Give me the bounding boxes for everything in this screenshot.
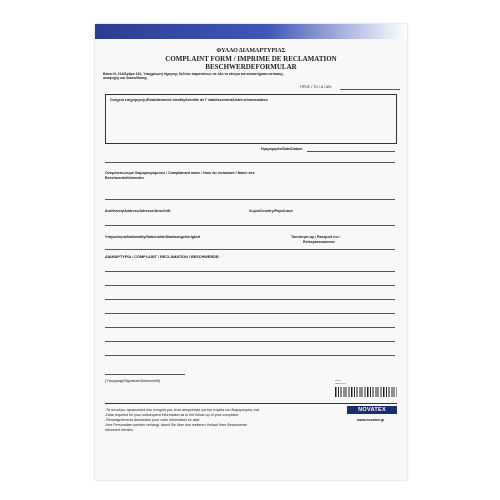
footer-note-5: informiert werden.	[105, 428, 134, 432]
addressee-label: ΠΡΟΣ / TO / A / AN:	[300, 85, 332, 89]
addressee-line[interactable]	[340, 89, 400, 90]
complaint-line-4[interactable]	[105, 313, 395, 314]
nationality-label: Υπηκοότητα/Nationality/Nationalite/Staatsangehörigkeit	[105, 235, 201, 239]
address-label: Διεύθυνση/Address/Adresse/Anschrift	[105, 209, 171, 213]
footer-separator	[105, 403, 397, 404]
country-label: Χώρα/Country/Pays/Land	[249, 209, 293, 213]
header-color-band	[95, 24, 407, 39]
address-line[interactable]	[105, 225, 395, 226]
print-stamp: ▪▪▪ ▪▪▪ ▪▪▪▪▪▪▪ ▪▪▪▪▪	[335, 379, 346, 385]
date-label: Ημερομηνία/Date/Datum	[261, 147, 303, 151]
signature-label: (Υπογραφή/Signature/Unterschrift)	[105, 379, 161, 383]
footer-note-2: -Data required for your subsequent information as to the follow-up of your complaint	[105, 413, 239, 417]
form-title-multilingual: COMPLAINT FORM / IMPRIME DE RECLAMATION	[165, 55, 337, 63]
complaint-line-6[interactable]	[105, 341, 395, 342]
complaint-heading: ΔΙΑΜΑΡΤΥΡΙΑ / COMPLAINT / RECLAMATION / BESCHWERDE:	[105, 255, 220, 259]
signature-line[interactable]	[105, 374, 185, 375]
establishment-box[interactable]	[105, 94, 397, 144]
date-line[interactable]	[307, 151, 395, 152]
complainant-name-label-2: Beschwerdeführenden	[105, 176, 144, 180]
complaint-line-3[interactable]	[105, 299, 395, 300]
passport-label: Ταυτότητα αρ./ Passport no./	[291, 235, 340, 239]
complaint-form-sheet	[95, 24, 407, 480]
form-title-greek: ΦΥΛΛΟ ΔΙΑΜΑΡΤΥΡΙΑΣ	[216, 48, 286, 54]
novatex-logo: NOVATEX	[347, 406, 397, 414]
complainant-name-line[interactable]	[105, 199, 395, 200]
footer-note-4: -Ihre Personalien werden verlangt, damit Sie über den weiteren Verlauf Ihrer Beschwerde	[105, 423, 248, 427]
legal-note-line2: αναψυχής και διασκέδασης	[103, 76, 148, 80]
barcode	[335, 387, 397, 397]
footer-note-1: -Τα ανωτέρω προσωπικά σας στοιχεία μας είναι απαραίτητα για την πορεία του διαμαρτυρίας σας	[105, 408, 260, 412]
passport-label-2: Reisepassnummer	[303, 240, 335, 244]
footer-note-3: -Renseignements demandes pour votre information ex.aide	[105, 418, 200, 422]
brand-website: www.novatex.gr	[357, 418, 385, 422]
complaint-line-7[interactable]	[105, 355, 395, 356]
complaint-line-1[interactable]	[105, 271, 395, 272]
legal-note-line1: Βάσει Ν. 214/Άρθρο 161, Υποχρέωση τήρησης δελτίου παραπόνων σε όλα τα κέντρα και καταστήματα εστίασης,	[103, 72, 284, 76]
establishment-box-label: Στοιχεία επιχείρησης/Establishment identity/Identite de l' etablissement/Unternehmensdaten	[110, 98, 268, 102]
complainant-name-label: Ονοματεπώνυμο διαμαρτυρόμενου / Complainant name / Nom du reclamant / Name des	[105, 171, 255, 175]
complaint-line-2[interactable]	[105, 285, 395, 286]
form-title-german: BESCHWERDEFORMULAR	[205, 63, 297, 71]
separator-line	[105, 162, 395, 163]
nationality-line[interactable]	[105, 249, 395, 250]
complaint-line-5[interactable]	[105, 327, 395, 328]
